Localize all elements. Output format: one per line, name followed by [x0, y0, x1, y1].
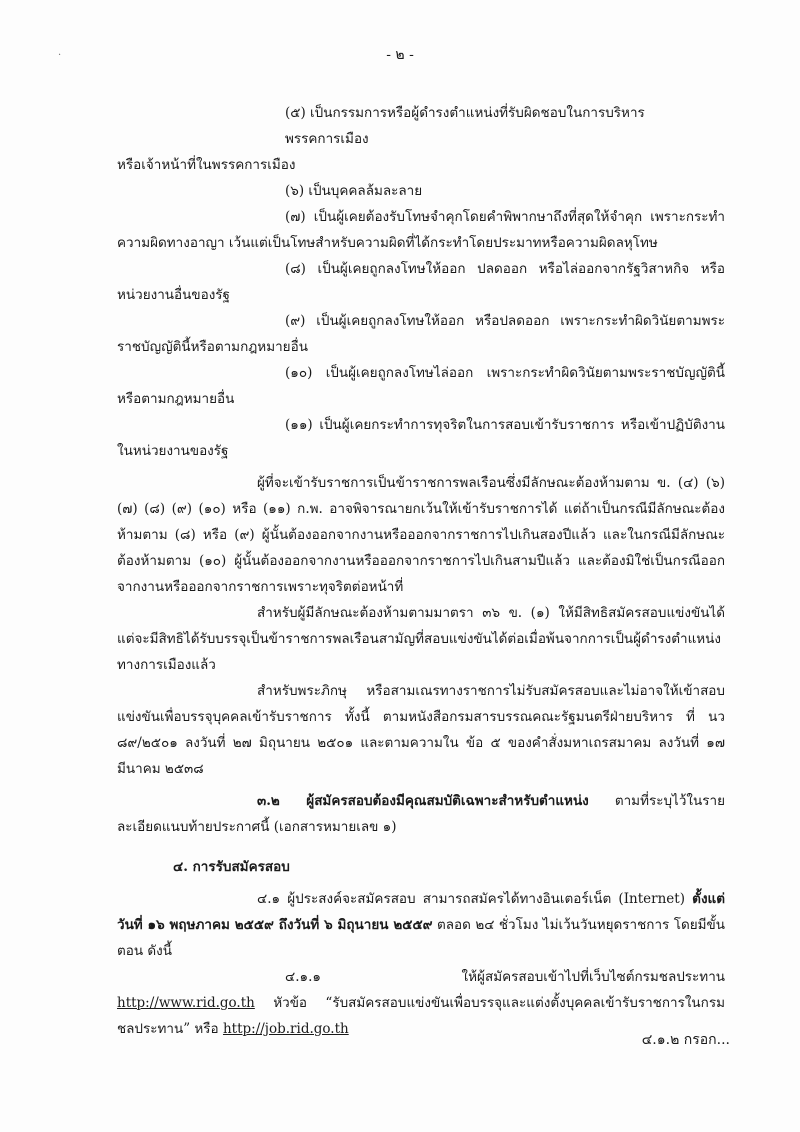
item-7: (๗) เป็นผู้เคยต้องรับโทษจำคุกโดยคำพิพากษาถึงที่สุดให้จำคุก เพราะกระทำความผิดทางอาญา เว้นแต่เป็นโทษสำหรับความผิดที่ได้กระทำโดยประมาทหรือความผิดลหุโทษ [117, 209, 725, 251]
clause-4-1-dates: ตั้งแต่วันที่ ๑๖ พฤษภาคม ๒๕๕๙ ถึงวันที่ ๖ มิถุนายน ๒๕๕๙ [117, 891, 725, 933]
clause-4-1-start: ๔.๑ ผู้ประสงค์จะสมัครสอบ สามารถสมัครได้ทางอินเตอร์เน็ต (Internet) [257, 891, 693, 907]
continuation-reference: ๔.๑.๒ กรอก... [641, 1032, 730, 1048]
job-website-link[interactable]: http://job.rid.go.th [222, 1021, 349, 1037]
item-9: (๙) เป็นผู้เคยถูกลงโทษให้ออก หรือปลดออก เพราะกระทำผิดวินัยตามพระราชบัญญัตินี้หรือตามกฎหมายอื่น [117, 313, 725, 355]
page-number: - ๒ - [386, 47, 414, 63]
item-10: (๑๐) เป็นผู้เคยถูกลงโทษไล่ออก เพราะกระทำผิดวินัยตามพระราชบัญญัตินี้หรือตามกฎหมายอื่น [117, 365, 725, 407]
item-11: (๑๑) เป็นผู้เคยกระทำการทุจริตในการสอบเข้ารับราชการ หรือเข้าปฏิบัติงานในหน่วยงานของรัฐ [117, 417, 725, 459]
item-5-line1: (๕) เป็นกรรมการหรือผู้ดำรงตำแหน่งที่รับผิดชอบในการบริหารพรรคการเมือง [285, 105, 645, 147]
exemption-paragraph: ผู้ที่จะเข้ารับราชการเป็นข้าราชการพลเรือนซึ่งมีลักษณะต้องห้ามตาม ข. (๔) (๖) (๗) (๘) (๙) (๑๐) หรือ (๑๑) ก.พ. อาจพิจารณายกเว้นให้เข้ารับราชการได้ แต่ถ้าเป็นกรณีมีลักษณะต้องห้ามตาม (๘) หรือ (๙) ผู้นั้นต้องออกจากงานหรือออกจากราชการไปเกินสองปีแล้ว และในกรณีมีลักษณะต้องห้ามตาม (๑๐) ผู้นั้นต้องออกจากงานหรือออกจากราชการไปเกินสามปีแล้ว และต้องมิใช่เป็นกรณีออกจากงานหรือออกจากราชการเพราะทุจริตต่อหน้าที่ [117, 475, 725, 595]
clause-3-2-rest: ตามที่ระบุไว้ในรายละเอียดแนบท้ายประกาศนี้ (เอกสารหมายเลข ๑) [117, 793, 725, 835]
clause-4-1-1-start: ๔.๑.๑ ให้ผู้สมัครสอบเข้าไปที่เว็บไซต์กรมชลประทาน [285, 969, 725, 985]
clause-4-1 [117, 886, 725, 964]
item-5-line2: หรือเจ้าหน้าที่ในพรรคการเมือง [117, 157, 296, 173]
section-4-heading: ๔. การรับสมัครสอบ [173, 859, 290, 875]
document-body [117, 100, 725, 1042]
clause-4-1-1-middle: หัวข้อ “รับสมัครสอบแข่งขันเพื่อบรรจุและแต่งตั้งบุคคลเข้ารับราชการในกรมชลประทาน” หรือ [117, 995, 725, 1037]
clause-4-1-1 [117, 964, 725, 1042]
rid-website-link[interactable]: http://www.rid.go.th [117, 995, 255, 1011]
political-paragraph: สำหรับผู้มีลักษณะต้องห้ามตามมาตรา ๓๖ ข. (๑) ให้มีสิทธิสมัครสอบแข่งขันได้ แต่จะมีสิทธิได้รับบรรจุเป็นข้าราชการพลเรือนสามัญที่สอบแข่งขันได้ต่อเมื่อพ้นจากการเป็นผู้ดำรงตำแหน่งทางการเมืองแล้ว [117, 605, 725, 673]
clause-3-2-bold: ๓.๒ ผู้สมัครสอบต้องมีคุณสมบัติเฉพาะสำหรับตำแหน่ง [257, 793, 589, 809]
monks-paragraph: สำหรับพระภิกษุ หรือสามเณรทางราชการไม่รับสมัครสอบและไม่อาจให้เข้าสอบแข่งขันเพื่อบรรจุบุคคลเข้ารับราชการ ทั้งนี้ ตามหนังสือกรมสารบรรณคณะรัฐมนตรีฝ่ายบริหาร ที่ นว ๘๙/๒๕๐๑ ลงวันที่ ๒๗ มิถุนายน ๒๕๐๑ และตามความใน ข้อ ๕ ของคำสั่งมหาเถรสมาคม ลงวันที่ ๑๗ มีนาคม ๒๕๓๘ [117, 683, 725, 777]
clause-3-2 [117, 788, 725, 840]
item-6: (๖) เป็นบุคคลล้มละลาย [285, 183, 423, 199]
clause-4-1-end: ตลอด ๒๔ ชั่วโมง ไม่เว้นวันหยุดราชการ โดยมีขั้นตอน ดังนี้ [117, 917, 725, 959]
item-8: (๘) เป็นผู้เคยถูกลงโทษให้ออก ปลดออก หรือไล่ออกจากรัฐวิสาหกิจ หรือหน่วยงานอื่นของรัฐ [117, 261, 725, 303]
scan-speck: · [58, 50, 62, 61]
